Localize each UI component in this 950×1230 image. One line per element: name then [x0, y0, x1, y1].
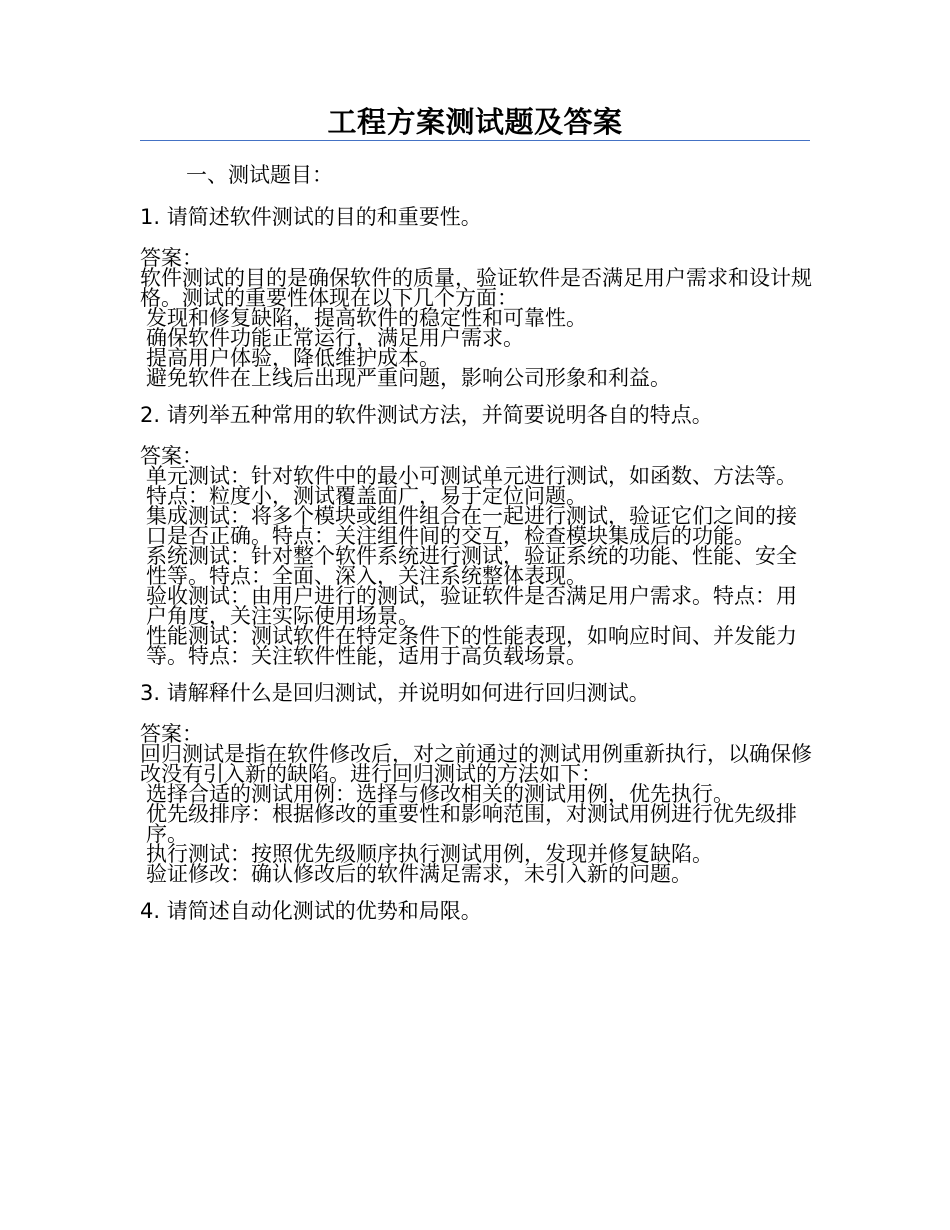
answer-1-line-4: 提高用户体验，降低维护成本。	[146, 346, 440, 370]
answer-3-line-1: 回归测试是指在软件修改后，对之前通过的测试用例重新执行，以确保修改没有引入新的缺陷。进行回归测试的方法如下：	[140, 742, 812, 786]
answer-label-2: 答案：	[140, 444, 203, 468]
question-1: 1. 请简述软件测试的目的和重要性。	[140, 205, 482, 229]
page-title: 工程方案测试题及答案	[327, 105, 623, 139]
answer-label-1: 答案：	[140, 246, 203, 270]
answer-2-line-3: 系统测试：针对整个软件系统进行测试，验证系统的功能、性能、安全性等。特点：全面、深入，关注系统整体表现。	[146, 544, 797, 588]
answer-label-3: 答案：	[140, 722, 203, 746]
title-block	[140, 104, 810, 141]
answer-3-line-2: 选择合适的测试用例：选择与修改相关的测试用例，优先执行。	[146, 782, 734, 806]
question-4: 4. 请简述自动化测试的优势和局限。	[140, 899, 482, 923]
question-3: 3. 请解释什么是回归测试，并说明如何进行回归测试。	[140, 681, 650, 705]
answer-3-line-5: 验证修改：确认修改后的软件满足需求，未引入新的问题。	[146, 862, 692, 886]
document-body	[140, 160, 812, 942]
answer-3-line-4: 执行测试：按照优先级顺序执行测试用例，发现并修复缺陷。	[146, 842, 713, 866]
answer-1-line-3: 确保软件功能正常运行，满足用户需求。	[146, 326, 524, 350]
answer-2-line-1: 单元测试：针对软件中的最小可测试单元进行测试，如函数、方法等。特点：粒度小，测试覆盖面广，易于定位问题。	[146, 464, 797, 508]
section-heading: 一、测试题目：	[186, 163, 333, 187]
answer-1-line-2: 发现和修复缺陷，提高软件的稳定性和可靠性。	[146, 306, 587, 330]
answer-2-line-4: 验收测试：由用户进行的测试，验证软件是否满足用户需求。特点：用户角度，关注实际使用场景。	[146, 584, 797, 628]
answer-1-line-1: 软件测试的目的是确保软件的质量，验证软件是否满足用户需求和设计规格。测试的重要性体现在以下几个方面：	[140, 266, 812, 310]
answer-2-line-5: 性能测试：测试软件在特定条件下的性能表现，如响应时间、并发能力等。特点：关注软件性能，适用于高负载场景。	[146, 624, 797, 668]
answer-2-line-2: 集成测试：将多个模块或组件组合在一起进行测试，验证它们之间的接口是否正确。特点：关注组件间的交互，检查模块集成后的功能。	[146, 504, 797, 548]
question-2: 2. 请列举五种常用的软件测试方法，并简要说明各自的特点。	[140, 403, 713, 427]
answer-1-line-5: 避免软件在上线后出现严重问题，影响公司形象和利益。	[146, 366, 671, 390]
answer-3-line-3: 优先级排序：根据修改的重要性和影响范围，对测试用例进行优先级排序。	[146, 802, 797, 846]
